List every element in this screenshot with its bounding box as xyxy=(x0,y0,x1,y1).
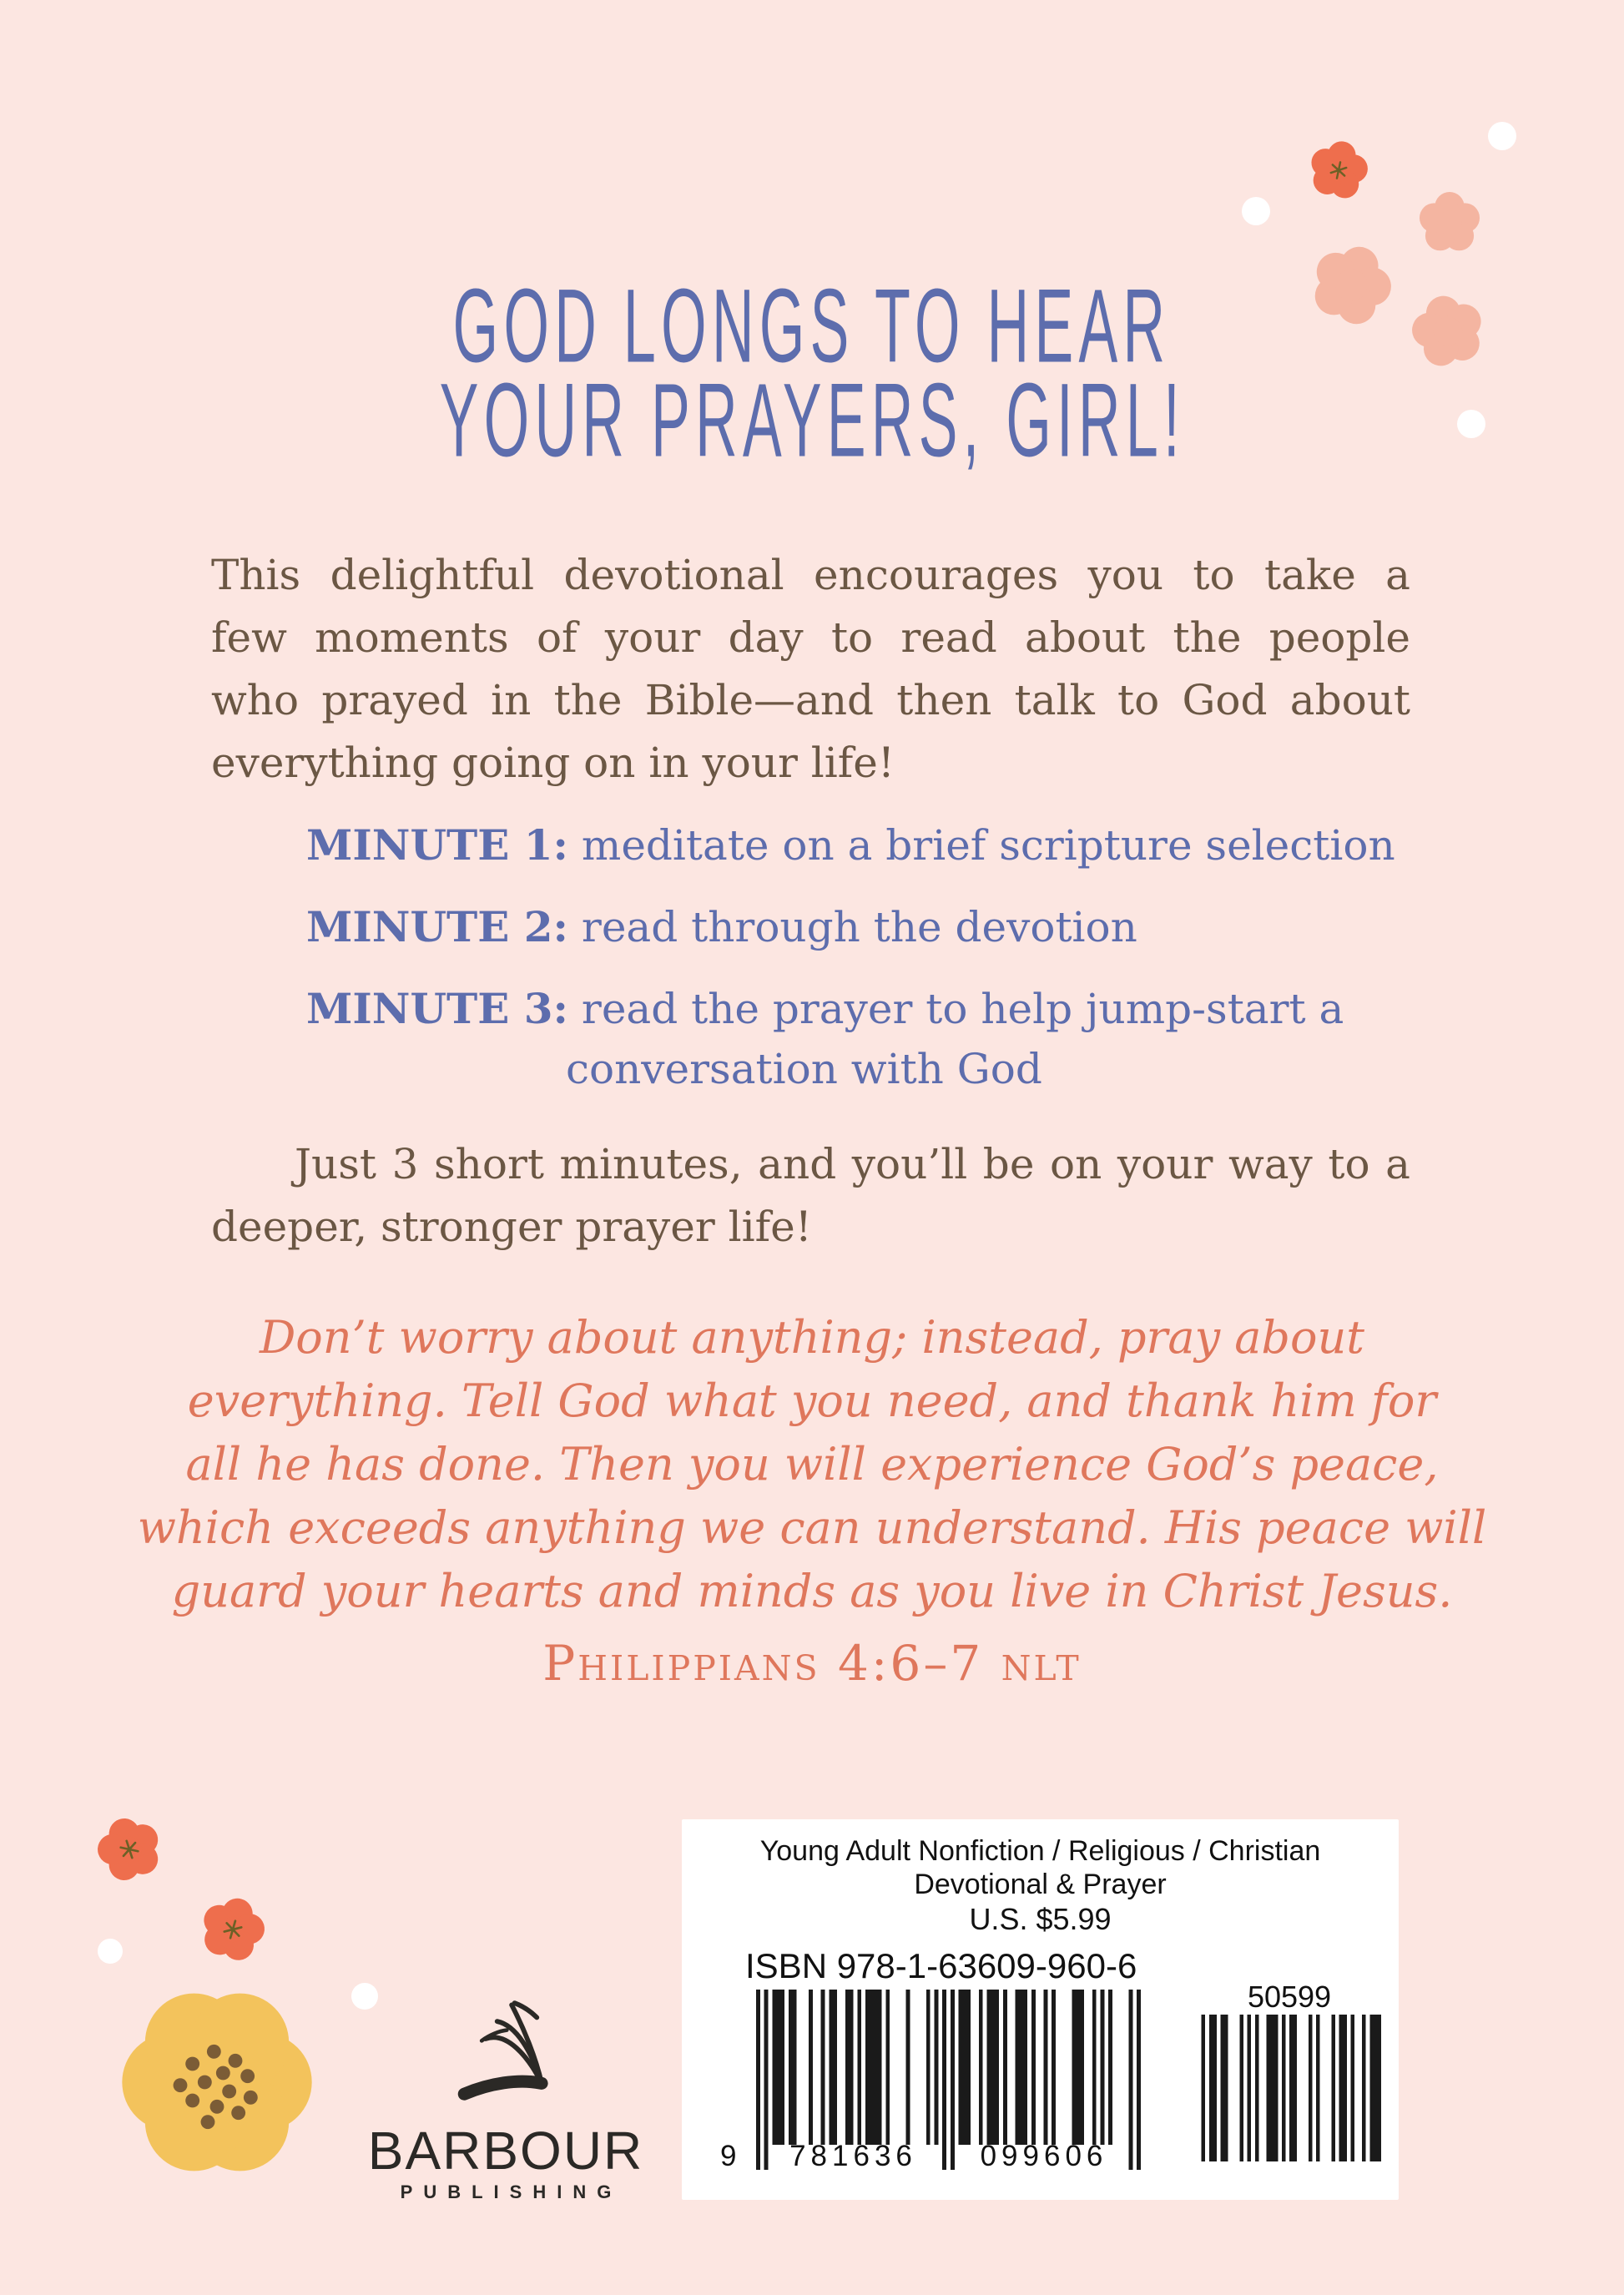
verse-line: guard your hearts and minds as you live in Christ Jesus. xyxy=(171,1565,1453,1617)
verse-line: all he has done. Then you will experience God’s peace, xyxy=(185,1438,1439,1490)
intro-line: who prayed in the Bible—and then talk to God about xyxy=(211,676,1410,724)
category-line2: Devotional & Prayer xyxy=(914,1869,1167,1900)
white-dot-decor xyxy=(1488,122,1516,150)
barcode-digit-lead: 9 xyxy=(720,2140,742,2172)
barbour-book-logo-icon xyxy=(456,1996,553,2111)
outro-line: deeper, stronger prayer life! xyxy=(211,1203,812,1251)
salmon-flower-icon xyxy=(1419,192,1480,254)
minutes-list xyxy=(306,815,1433,1121)
minute-3-label: MINUTE 3: xyxy=(306,984,569,1033)
orange-flower-icon xyxy=(1304,135,1373,204)
minute-3-text-wrap: conversation with God xyxy=(566,1045,1042,1093)
intro-line: everything going on in your life! xyxy=(211,739,895,787)
minute-3-text: read the prayer to help jump-start a xyxy=(581,985,1344,1033)
headline-line1: GOD LONGS TO HEAR xyxy=(453,266,1171,384)
intro-line: This delightful devotional encourages you to take a xyxy=(211,551,1410,599)
verse-line: which exceeds anything we can understand. His peace will xyxy=(137,1501,1487,1554)
publisher-name: BARBOUR xyxy=(367,2121,644,2181)
ean5-addon-barcode xyxy=(1198,2015,1381,2161)
minute-item-3 xyxy=(306,979,1433,1099)
publisher-tagline: PUBLISHING xyxy=(400,2182,623,2202)
minute-1-text: meditate on a brief scripture selection xyxy=(581,821,1395,870)
barcode-digits-group2: 099606 xyxy=(980,2140,1108,2172)
headline xyxy=(0,266,1624,478)
verse-line: everything. Tell God what you need, and thank him for xyxy=(187,1374,1437,1427)
outro-paragraph xyxy=(211,1133,1410,1258)
orange-flower-icon xyxy=(194,1890,272,1969)
outro-line: Just 3 short minutes, and you’ll be on your way to a xyxy=(295,1140,1410,1188)
intro-line: few moments of your day to read about the people xyxy=(211,613,1410,662)
headline-line2: YOUR PRAYERS, GIRL! xyxy=(439,361,1185,478)
barcode-panel xyxy=(682,1819,1399,2200)
intro-paragraph xyxy=(211,544,1410,794)
white-dot-decor xyxy=(351,1983,378,2010)
price: U.S. $5.99 xyxy=(969,1902,1112,1936)
barcode-addon-label: 50599 xyxy=(1247,1980,1332,2014)
verse-reference: Philippians 4:6–7 nlt xyxy=(542,1635,1082,1692)
yellow-flower-icon xyxy=(114,1990,320,2174)
scripture-quote xyxy=(0,1306,1624,1695)
minute-2-text: read through the devotion xyxy=(581,903,1137,951)
minute-2-label: MINUTE 2: xyxy=(306,902,569,951)
isbn-label: ISBN 978-1-63609-960-6 xyxy=(745,1946,1137,1985)
category-line1: Young Adult Nonfiction / Religious / Christian xyxy=(759,1835,1321,1867)
white-dot-decor xyxy=(98,1939,123,1964)
orange-flower-icon xyxy=(89,1809,169,1889)
verse-line: Don’t worry about anything; instead, pray about xyxy=(259,1311,1364,1364)
minute-item-1 xyxy=(306,815,1433,875)
barcode-digits-group1: 781636 xyxy=(789,2140,917,2172)
minute-1-label: MINUTE 1: xyxy=(306,820,569,870)
minute-item-2 xyxy=(306,897,1433,957)
white-dot-decor xyxy=(1242,197,1270,225)
